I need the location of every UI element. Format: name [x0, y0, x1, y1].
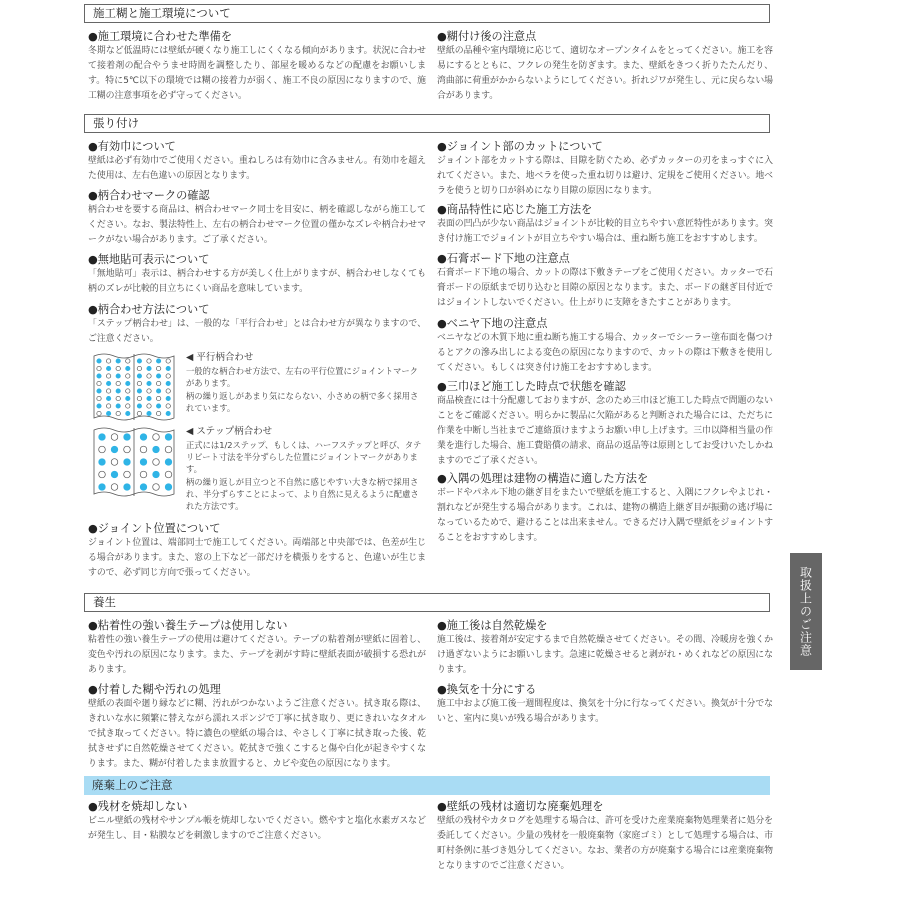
pattern-dot: [156, 359, 160, 363]
pattern-dot: [156, 374, 160, 378]
note-body: ボードやパネル下地の継ぎ目をまたいで壁紙を施工すると、入隅にフクレやよじれ・割れなどが発生する場合があります。これは、建物の構造上継ぎ目が振動の逃げ場になっているためで、避けることは出来ません。できるだけ入隅で壁紙をジョイントすることをおすすめします。: [437, 488, 773, 543]
pattern-dot: [140, 471, 147, 478]
caption-title: ◀ 平行柄合わせ: [186, 352, 254, 363]
pattern-dot: [156, 404, 160, 408]
pattern-dot: [116, 404, 120, 408]
note-body: ビニル壁紙の残材やサンプル帳を焼却しないでください。燃やすと塩化水素ガスなどが発生し、目・粘膜などを刺激しますのでご注意ください。: [88, 816, 426, 841]
pattern-dot: [116, 381, 120, 385]
pattern-dot: [126, 359, 130, 363]
note-natural-dry: [437, 619, 773, 678]
pattern-dot: [165, 446, 172, 453]
note-title: ●石膏ボード下地の注意点: [437, 252, 570, 265]
note-body: 粘着性の強い養生テープの使用は避けてください。テープの粘着剤が壁紙に固着し、変色や汚れの原因になります。また、テープを剥がす時に壁紙表面が破損する恐れがあります。: [88, 635, 426, 675]
note-joint-cut: [437, 140, 773, 199]
pattern-dot: [126, 389, 130, 393]
note-title: ●三巾ほど施工した時点で状態を確認: [437, 380, 626, 393]
pattern-dot: [126, 404, 130, 408]
pattern-dot: [106, 411, 110, 415]
note-plywood: [437, 317, 773, 376]
pattern-dot: [140, 446, 147, 453]
note-body: 壁紙の品種や室内環境に応じて、適切なオープンタイムをとってください。施工を容易にするとともに、フクレの発生を防ぎます。また、壁紙をきつく折りたたんだり、湾曲部に荷重がかからないようにしてください。折れジワが発生し、元に戻らない場合があります。: [437, 46, 773, 101]
note-body: 壁紙の残材やカタログを処理する場合は、許可を受けた産業廃棄物処理業者に処分を委託してください。少量の残材を一般廃棄物（家庭ゴミ）として処理する場合は、市町村条例に基づき処分してください。なお、業者の方が廃棄する場合には産業廃棄物となりますのでご注意ください。: [437, 816, 773, 871]
pattern-dot: [97, 359, 101, 363]
note-joint-position: [88, 522, 426, 581]
pattern-dot: [97, 366, 101, 370]
pattern-dot: [156, 381, 160, 385]
pattern-dot: [97, 381, 101, 385]
note-ventilation: [437, 683, 773, 727]
pattern-dot: [137, 374, 141, 378]
pattern-dot: [126, 366, 130, 370]
pattern-dot: [156, 366, 160, 370]
pattern-dot: [111, 471, 118, 478]
note-title: ●無地貼可表示について: [88, 253, 210, 266]
pattern-dot: [97, 411, 101, 415]
note-title: ●施工後は自然乾燥を: [437, 619, 548, 632]
pattern-dot: [124, 446, 131, 453]
parallel-match-caption: [186, 352, 426, 415]
section-header-disposal: 廃棄上のご注意: [84, 776, 770, 795]
note-title: ●付着した糊や汚れの処理: [88, 683, 221, 696]
pattern-dot: [137, 396, 141, 400]
note-plain-ok: [88, 253, 426, 297]
pattern-dot: [106, 396, 110, 400]
pattern-dot: [97, 374, 101, 378]
pattern-dot: [140, 459, 147, 466]
note-three-widths: [437, 380, 773, 469]
note-body: 石膏ボード下地の場合、カットの際は下敷きテープをご使用ください。カッターで石膏ボードの原紙まで切り込むと目隙の原因となります。また、ボードの継ぎ目付近ではジョイントしないでください。仕上がりに支障をきたすことがあります。: [437, 268, 773, 308]
pattern-dot: [153, 459, 160, 466]
note-title: ●粘着性の強い養生テープは使用しない: [88, 619, 288, 632]
pattern-dot: [137, 359, 141, 363]
note-title: ●糊付け後の注意点: [437, 30, 537, 43]
caption-line: 柄の繰り返しがあまり気にならない、小さめの柄で多く採用されています。: [186, 391, 419, 413]
note-title: ●壁紙の残材は適切な廃棄処理を: [437, 800, 604, 813]
note-strong-tape: [88, 619, 426, 678]
caption-line: 一般的な柄合わせ方法で、左右の平行位置にジョイントマークがあります。: [186, 366, 418, 388]
note-body: ベニヤなどの木質下地に重ね断ち施工する場合、カッターでシーラー塗布面を傷つけるとアクの滲み出しによる変色の原因になりますので、カットの際は下敷きを使用してください。もしくは突き付け施工をおすすめします。: [437, 333, 773, 373]
pattern-dot: [99, 459, 106, 466]
note-title: ●施工環境に合わせた準備を: [88, 30, 233, 43]
pattern-dot: [153, 434, 160, 441]
pattern-dot: [97, 389, 101, 393]
pattern-dot: [147, 359, 151, 363]
pattern-dot: [166, 396, 170, 400]
note-body: 施工中および施工後一週間程度は、換気を十分に行なってください。換気が十分でないと、室内に臭いが残る場合があります。: [437, 699, 773, 724]
pattern-dot: [156, 389, 160, 393]
caption-line: 正式には1/2ステップ、もしくは、ハーフステップと呼び、タテリピート寸法を半分ずらした位置にジョイントマークがあります。: [186, 440, 422, 474]
section-header-construction-env: 施工糊と施工環境について: [84, 4, 770, 23]
pattern-dot: [99, 446, 106, 453]
step-match-diagram: [92, 426, 180, 498]
note-pattern-method: [88, 303, 426, 347]
pattern-dot: [137, 404, 141, 408]
pattern-dot: [147, 411, 151, 415]
note-body: 「ステップ柄合わせ」は、一般的な「平行合わせ」とは合わせ方が異なりますので、ご注意ください。: [88, 319, 426, 344]
note-body: 柄合わせを要する商品は、柄合わせマーク同士を目安に、柄を確認しながら施工してください。なお、製法特性上、左右の柄合わせマーク位置の僅かなズレや柄合わせマークがない場合があります。ご了承ください。: [88, 205, 426, 245]
note-no-burning: [88, 800, 426, 844]
parallel-match-diagram: [92, 352, 180, 422]
pattern-dot: [126, 381, 130, 385]
pattern-dot: [124, 434, 131, 441]
pattern-dot: [153, 471, 160, 478]
note-stain-removal: [88, 683, 426, 772]
pattern-dot: [147, 374, 151, 378]
pattern-dot: [165, 484, 172, 491]
pattern-dot: [106, 366, 110, 370]
note-body: 表面の凹凸が少ない商品はジョイントが比較的目立ちやすい意匠特性があります。突き付け施工でジョイントが目立ちやすい場合は、重ね断ち施工をおすすめします。: [437, 219, 773, 244]
pattern-dot: [97, 404, 101, 408]
pattern-dot: [106, 359, 110, 363]
note-title: ●ジョイント部のカットについて: [437, 140, 603, 153]
pattern-dot: [140, 434, 147, 441]
pattern-dot: [106, 404, 110, 408]
pattern-dot: [166, 404, 170, 408]
pattern-dot: [126, 374, 130, 378]
pattern-dot: [166, 366, 170, 370]
pattern-dot: [116, 366, 120, 370]
pattern-dot: [106, 381, 110, 385]
pattern-dot: [137, 411, 141, 415]
note-effective-width: [88, 140, 426, 184]
pattern-dot: [116, 396, 120, 400]
note-title: ●ベニヤ下地の注意点: [437, 317, 548, 330]
caption-title: ◀ ステップ柄合わせ: [186, 426, 273, 437]
pattern-dot: [137, 366, 141, 370]
pattern-dot: [147, 389, 151, 393]
pattern-dot: [124, 484, 131, 491]
note-title: ●入隅の処理は建物の構造に適した方法を: [437, 472, 649, 485]
note-construction-env-prep: [88, 30, 426, 104]
pattern-dot: [97, 396, 101, 400]
pattern-dot: [147, 366, 151, 370]
pattern-dot: [147, 396, 151, 400]
note-product-method: [437, 203, 773, 247]
pattern-dot: [124, 471, 131, 478]
note-title: ●換気を十分にする: [437, 683, 537, 696]
pattern-dot: [99, 484, 106, 491]
pattern-dot: [116, 389, 120, 393]
note-body: ジョイント部をカットする際は、目隙を防ぐため、必ずカッターの刃をまっすぐに入れてください。また、地ベラを使った重ね切りは避け、定規をご使用ください。地ベラを使うと切り口が斜めになり目隙の原因になります。: [437, 156, 773, 196]
pattern-dot: [116, 374, 120, 378]
pattern-dot: [165, 434, 172, 441]
note-title: ●ジョイント位置について: [88, 522, 221, 535]
note-gypsum-board: [437, 252, 773, 311]
note-body: 商品検査には十分配慮しておりますが、念のため三巾ほど施工した時点で問題のないことをご確認ください。明らかに製品に欠陥があると判断された場合には、ただちに作業を中断し当社までご連絡頂けますようお願い申し上げます。三巾以降相当量の作業を進行した場合、施工費賠償の請求、商品の返品等は原則としてお受けいたしかねますのでご了承ください。: [437, 396, 773, 466]
pattern-dot: [153, 484, 160, 491]
pattern-dot: [137, 381, 141, 385]
section-header-curing: 養生: [84, 593, 770, 612]
pattern-dot: [165, 471, 172, 478]
pattern-dot: [106, 374, 110, 378]
pattern-dot: [111, 484, 118, 491]
pattern-dot: [166, 389, 170, 393]
pattern-dot: [156, 411, 160, 415]
note-proper-disposal: [437, 800, 773, 874]
note-body: 壁紙の表面や廻り縁などに糊、汚れがつかないようご注意ください。拭き取る際は、きれいな水に頻繁に替えながら濡れスポンジで丁寧に拭き取り、更にきれいなタオルで拭き取ってください。特に濃色の壁紙の場合は、やさしく丁寧に拭き取った後、乾拭きせずに自然乾燥させてください。乾拭きで強くこすると傷や白化が起きやすくなります。また、糊が付着したまま放置すると、カビや変色の原因になります。: [88, 699, 426, 769]
pattern-dot: [153, 446, 160, 453]
pattern-dot: [165, 459, 172, 466]
pattern-dot: [126, 396, 130, 400]
note-title: ●柄合わせマークの確認: [88, 189, 210, 202]
note-body: 「無地貼可」表示は、柄合わせする方が美しく仕上がりますが、柄合わせしなくても柄のズレが比較的目立ちにくい商品を意味しています。: [88, 269, 426, 294]
pattern-dot: [99, 434, 106, 441]
pattern-dot: [166, 359, 170, 363]
note-body: ジョイント位置は、端部同士で施工してください。両端部と中央部では、色差が生じる場合があります。また、窓の上下など一部だけを横張りをすると、色違いが生じますので、必ず同じ方向で張ってください。: [88, 538, 426, 578]
note-body: 冬期など低温時には壁紙が硬くなり施工しにくくなる傾向があります。状況に合わせて接着剤の配合やうませ時間を調整したり、部屋を暖めるなどの配慮をお願いします。特に5℃以下の環境では糊の接着力が弱く、施工不良の原因になりますので、施工糊の注意事項を必ず守ってください。: [88, 46, 426, 101]
note-inside-corner: [437, 472, 773, 546]
pattern-dot: [156, 396, 160, 400]
note-pattern-mark: [88, 189, 426, 248]
pattern-dot: [147, 404, 151, 408]
pattern-dot: [124, 459, 131, 466]
note-title: ●有効巾について: [88, 140, 176, 153]
pattern-dot: [166, 411, 170, 415]
caption-line: 柄の繰り返しが目立つと不自然に感じやすい大きな柄で採用され、半分ずらすことによって、より自然に見えるように配慮された方法です。: [186, 477, 419, 511]
pattern-dot: [111, 459, 118, 466]
note-title: ●残材を焼却しない: [88, 800, 188, 813]
pattern-dot: [147, 381, 151, 385]
note-body: 壁紙は必ず有効巾でご使用ください。重ねしろは有効巾に含みません。有効巾を超えた使用は、左右色違いの原因となります。: [88, 156, 426, 181]
pattern-dot: [140, 484, 147, 491]
pattern-dot: [106, 389, 110, 393]
pattern-dot: [166, 381, 170, 385]
pattern-dot: [111, 434, 118, 441]
pattern-dot: [116, 359, 120, 363]
pattern-dot: [111, 446, 118, 453]
note-title: ●商品特性に応じた施工方法を: [437, 203, 593, 216]
step-match-caption: [186, 426, 426, 513]
note-after-paste: [437, 30, 773, 104]
pattern-dot: [116, 411, 120, 415]
note-body: 施工後は、接着剤が安定するまで自然乾燥させてください。その間、冷暖房を強くかけ過ぎないようにお願いします。急速に乾燥させると剥がれ・めくれなどの原因になります。: [437, 635, 773, 675]
note-title: ●柄合わせ方法について: [88, 303, 210, 316]
side-tab-handling-notes[interactable]: 取扱上のご注意: [790, 553, 822, 670]
section-header-hanging: 張り付け: [84, 114, 770, 133]
pattern-dot: [126, 411, 130, 415]
pattern-dot: [99, 471, 106, 478]
pattern-dot: [137, 389, 141, 393]
pattern-dot: [166, 374, 170, 378]
